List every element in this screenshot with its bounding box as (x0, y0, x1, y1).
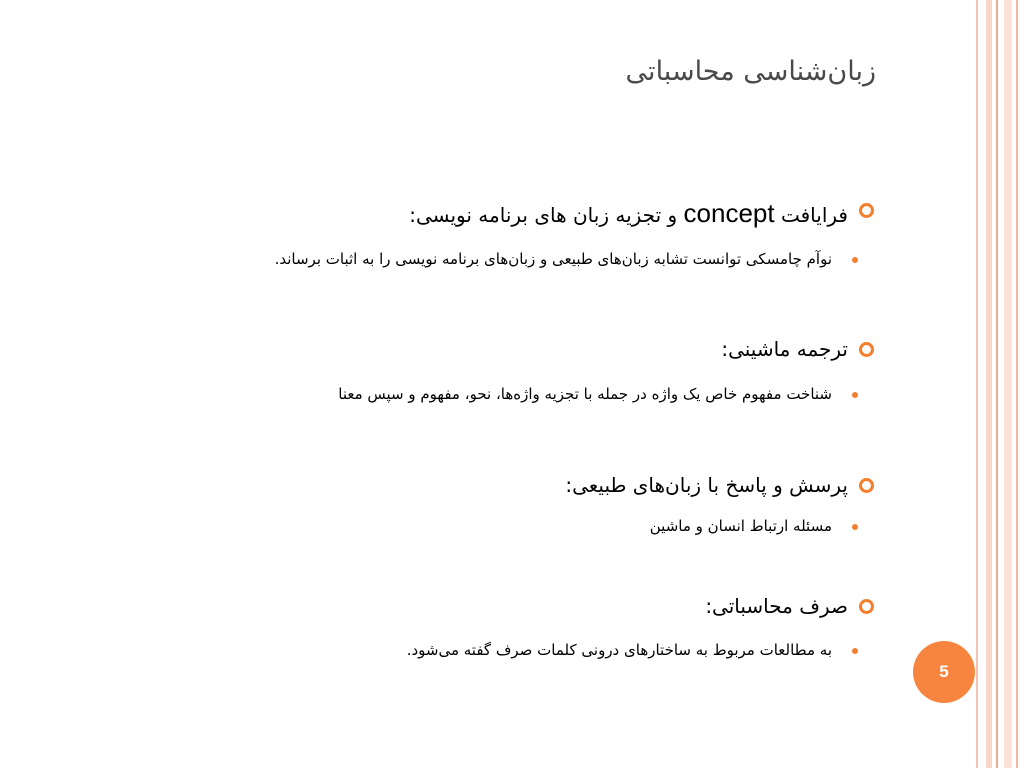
dot-bullet-icon (852, 524, 858, 530)
decorative-stripe (996, 0, 998, 768)
decorative-stripe (1004, 0, 1012, 768)
heading-latin-term: concept (683, 198, 775, 228)
page-number-badge: 5 (913, 641, 975, 703)
decorative-stripe (986, 0, 992, 768)
dot-bullet-icon (852, 257, 858, 263)
decorative-stripe (1016, 0, 1018, 768)
circle-bullet-icon (859, 599, 874, 614)
sub-bullet-text: به مطالعات مربوط به ساختارهای درونی کلمات صرف گفته می‌شود. (406, 641, 832, 659)
sub-bullet-morphology-def (407, 641, 874, 659)
dot-bullet-icon (852, 648, 858, 654)
heading-text-before: فرایافت (774, 203, 848, 227)
sub-bullet-chomsky (275, 250, 874, 268)
dot-bullet-icon (852, 392, 858, 398)
circle-bullet-icon (859, 342, 874, 357)
heading-text: صرف محاسباتی: (705, 594, 848, 618)
heading-text: ترجمه ماشینی: (721, 337, 848, 361)
sub-bullet-text: نوآم چامسکی توانست تشابه زبان‌های طبیعی و زبان‌های برنامه نویسی را به اثبات برساند. (274, 250, 832, 268)
circle-bullet-icon (859, 478, 874, 493)
heading-text: پرسش و پاسخ با زبان‌های طبیعی: (565, 473, 848, 497)
sub-bullet-human-machine (650, 517, 874, 535)
decorative-stripe (976, 0, 978, 768)
sub-bullet-word-sense (338, 385, 874, 403)
sub-bullet-text: مسئله ارتباط انسان و ماشین (649, 517, 832, 535)
heading-text-after: و تجزیه زبان های برنامه نویسی: (409, 203, 684, 227)
bullet-concept-parsing (409, 198, 874, 229)
bullet-computational-morphology (705, 594, 874, 618)
bullet-machine-translation (721, 337, 874, 361)
bullet-question-answering (565, 473, 874, 497)
sub-bullet-text: شناخت مفهوم خاص یک واژه در جمله با تجزیه واژه‌ها، نحو، مفهوم و سپس معنا (338, 385, 832, 403)
circle-bullet-icon (859, 203, 874, 218)
slide-title: زبان‌شناسی محاسباتی (625, 56, 876, 87)
